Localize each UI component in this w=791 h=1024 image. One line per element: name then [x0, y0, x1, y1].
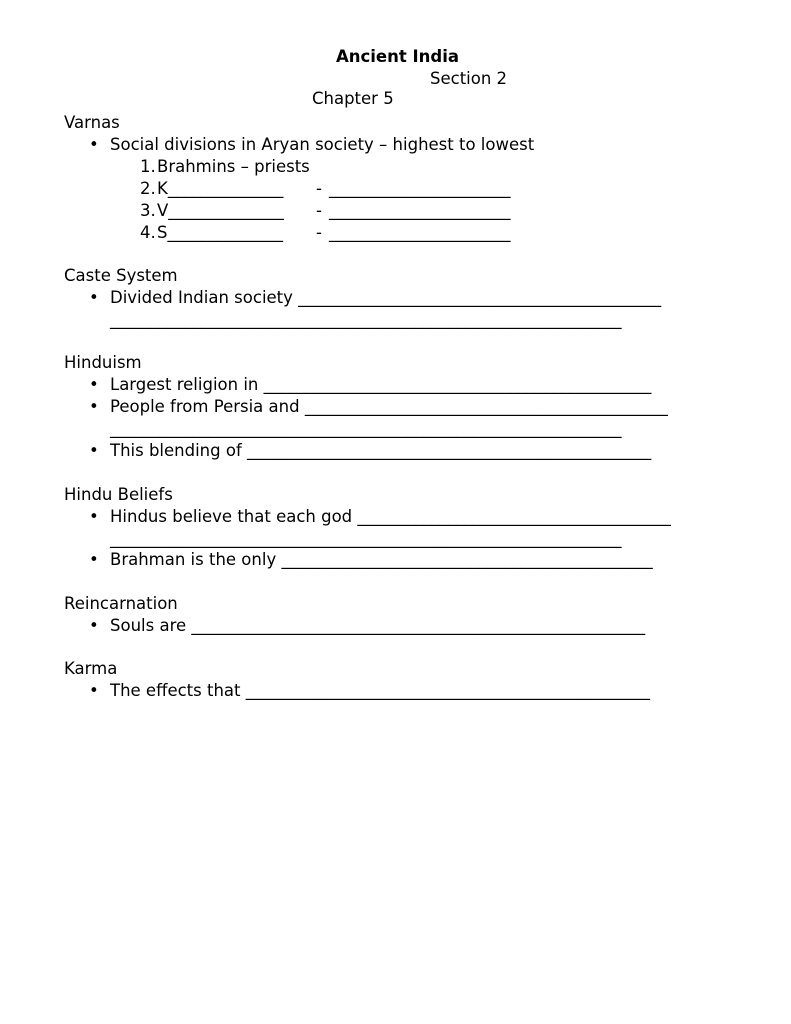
bullet-icon: •: [89, 441, 99, 460]
item-text: S______________: [157, 223, 283, 242]
bullet-icon: •: [89, 616, 99, 635]
item-number: 2.: [140, 179, 156, 198]
karma-heading: Karma: [64, 659, 118, 678]
varnas-heading: Varnas: [64, 113, 120, 132]
bullet-text: Brahman is the only _____________________________________________: [110, 550, 653, 569]
item-text: Brahmins – priests: [157, 157, 310, 176]
bullet-text: People from Persia and ____________________________________________: [110, 397, 668, 416]
bullet-text: This blending of _________________________________________________: [110, 441, 652, 460]
item-blank: ______________________: [329, 223, 511, 242]
item-number: 4.: [140, 223, 156, 242]
bullet-text: Hindus believe that each god ______________________________________: [110, 507, 671, 526]
item-blank: ______________________: [329, 201, 511, 220]
caste-continuation-line: ______________________________________________________________: [110, 310, 622, 329]
hinduism-continuation-line: ______________________________________________________________: [110, 419, 622, 438]
bullet-icon: •: [89, 681, 99, 700]
beliefs-continuation-line: ______________________________________________________________: [110, 529, 622, 548]
bullet-icon: •: [89, 135, 99, 154]
karma-bullet: [89, 681, 650, 761]
bullet-text: Divided Indian society ____________________________________________: [110, 288, 662, 307]
bullet-text: Largest religion in _______________________________________________: [110, 375, 652, 394]
item-text: V______________: [157, 201, 284, 220]
section-label: Section 2: [430, 69, 508, 88]
item-number: 1.: [140, 157, 156, 176]
caste-heading: Caste System: [64, 266, 178, 285]
bullet-icon: •: [89, 375, 99, 394]
worksheet-title: Ancient India: [335, 47, 459, 66]
reincarnation-heading: Reincarnation: [64, 594, 178, 613]
chapter-label: Chapter 5: [311, 89, 394, 108]
item-dash: -: [316, 201, 322, 220]
item-number: 3.: [140, 201, 156, 220]
bullet-text: Souls are _______________________________________________________: [110, 616, 646, 635]
item-dash: -: [316, 179, 322, 198]
bullet-text: Social divisions in Aryan society – highest to lowest: [110, 135, 535, 154]
bullet-icon: •: [89, 288, 99, 307]
bullet-icon: •: [89, 550, 99, 569]
hinduism-heading: Hinduism: [64, 353, 142, 372]
bullet-icon: •: [89, 397, 99, 416]
bullet-text: The effects that _________________________________________________: [110, 681, 650, 700]
bullet-icon: •: [89, 507, 99, 526]
item-text: K______________: [157, 179, 284, 198]
item-dash: -: [316, 223, 322, 242]
beliefs-heading: Hindu Beliefs: [64, 485, 173, 504]
item-blank: ______________________: [329, 179, 511, 198]
